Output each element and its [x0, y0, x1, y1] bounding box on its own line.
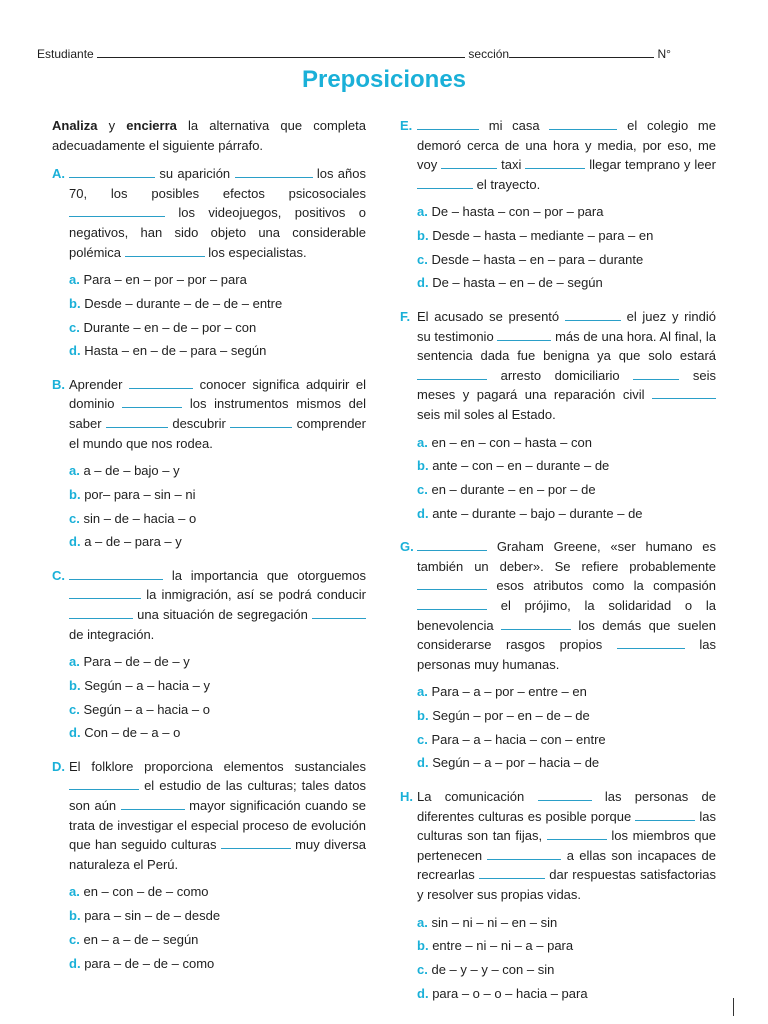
- answer-option[interactable]: [417, 682, 716, 702]
- option-letter: d.: [69, 534, 81, 550]
- answer-option[interactable]: [69, 485, 366, 505]
- answer-blank[interactable]: [417, 598, 487, 610]
- option-letter: a.: [69, 884, 80, 900]
- option-text: Según – por – en – de – de: [432, 708, 590, 724]
- option-text: a – de – para – y: [84, 534, 182, 550]
- question-text-segment: taxi: [501, 157, 522, 173]
- option-text: entre – ni – ni – a – para: [432, 938, 574, 954]
- question-text-segment: descubrir: [172, 416, 226, 431]
- question-h: [400, 787, 716, 1003]
- question-text-segment: conocer significa adquirir el dominio: [69, 376, 366, 412]
- option-text: Desde – hasta – mediante – para – en: [432, 228, 654, 244]
- answer-option[interactable]: [417, 753, 716, 773]
- question-text-segment: los años 70, los posibles efectos psicosociales: [69, 166, 366, 201]
- answer-blank[interactable]: [635, 809, 695, 821]
- answer-blank[interactable]: [69, 778, 139, 790]
- answer-blank[interactable]: [69, 587, 141, 599]
- answer-blank[interactable]: [69, 568, 163, 580]
- answer-option[interactable]: [69, 294, 366, 314]
- question-letter: F.: [400, 309, 411, 325]
- option-text: de – y – y – con – sin: [431, 962, 555, 977]
- answer-blank[interactable]: [417, 118, 479, 130]
- question-text: [69, 164, 366, 262]
- option-text: Para – en – por – por – para: [83, 272, 247, 288]
- answer-blank[interactable]: [497, 329, 551, 341]
- option-letter: d.: [69, 343, 81, 359]
- option-letter: c.: [417, 731, 428, 747]
- option-letter: c.: [417, 962, 428, 977]
- option-text: Para – a – hacia – con – entre: [431, 731, 606, 747]
- option-letter: b.: [417, 458, 429, 474]
- option-letter: a.: [69, 463, 80, 479]
- option-letter: b.: [417, 938, 429, 954]
- option-letter: a.: [69, 272, 80, 288]
- answer-option[interactable]: [69, 652, 366, 672]
- option-letter: c.: [417, 251, 428, 267]
- question-text-segment: los especialistas.: [208, 244, 307, 260]
- option-letter: c.: [69, 701, 80, 717]
- option-text: ante – durante – bajo – durante – de: [432, 505, 643, 521]
- answer-option[interactable]: [417, 226, 716, 246]
- option-text: Desde – durante – de – de – entre: [84, 295, 283, 311]
- answer-blank[interactable]: [122, 396, 182, 408]
- answer-blank[interactable]: [221, 837, 291, 849]
- question-text-segment: mi casa: [488, 118, 540, 133]
- question-letter: G.: [400, 539, 414, 555]
- answer-option[interactable]: [417, 433, 716, 453]
- question-text: [417, 116, 716, 194]
- answer-option[interactable]: [69, 906, 366, 926]
- answer-option[interactable]: [69, 532, 366, 552]
- answer-option[interactable]: [417, 504, 716, 524]
- number-label: N°: [657, 47, 671, 61]
- right-column: [400, 116, 716, 1017]
- answer-option[interactable]: [417, 984, 716, 1004]
- option-text: De – hasta – en – de – según: [432, 275, 603, 291]
- answer-blank[interactable]: [501, 618, 571, 630]
- question-text-segment: el trayecto.: [476, 176, 541, 192]
- option-letter: c.: [69, 931, 80, 947]
- question-text: [69, 375, 366, 453]
- answer-blank[interactable]: [417, 368, 487, 380]
- question-letter: B.: [52, 376, 65, 392]
- question-text-segment: una situación de segregación: [137, 607, 308, 623]
- option-text: por– para – sin – ni: [84, 486, 196, 502]
- option-text: sin – ni – ni – en – sin: [431, 914, 558, 930]
- answer-blank[interactable]: [487, 848, 561, 860]
- answer-blank[interactable]: [235, 166, 313, 178]
- answer-blank[interactable]: [417, 539, 487, 551]
- question-text-segment: seis mil soles al Estado.: [417, 407, 556, 422]
- question-text-segment: las personas muy humanas.: [417, 637, 716, 672]
- answer-option[interactable]: [417, 202, 716, 222]
- question-text: [69, 757, 366, 875]
- answer-option[interactable]: [417, 480, 716, 500]
- section-label: sección: [468, 47, 510, 61]
- question-letter: H.: [400, 789, 413, 805]
- question-text-segment: El folklore proporciona elementos sustanciales: [69, 758, 366, 774]
- question-g: [400, 537, 716, 773]
- answer-blank[interactable]: [525, 157, 585, 169]
- option-letter: d.: [417, 275, 429, 291]
- page-title: Preposiciones: [301, 66, 467, 93]
- question-f: [400, 307, 716, 523]
- answer-blank[interactable]: [441, 157, 497, 169]
- question-text-segment: de integración.: [69, 626, 155, 642]
- option-letter: c.: [69, 319, 80, 335]
- question-text-segment: los demás que suelen considerarse rasgos propios: [417, 617, 716, 653]
- option-letter: d.: [69, 955, 81, 971]
- question-text-segment: los miembros que pertenecen: [417, 828, 716, 863]
- answer-option[interactable]: [69, 341, 366, 361]
- answer-option[interactable]: [69, 461, 366, 481]
- option-text: Para – a – por – entre – en: [431, 684, 587, 700]
- answer-option[interactable]: [69, 930, 366, 950]
- question-a: [52, 164, 366, 361]
- question-text-segment: la inmigración, así se podrá conducir: [146, 587, 366, 603]
- question-letter: D.: [52, 758, 65, 774]
- answer-option[interactable]: [69, 954, 366, 974]
- option-text: Desde – hasta – en – para – durante: [431, 251, 644, 267]
- instructions: Analiza y encierra la alternativa que completa adecuadamente el siguiente párrafo.: [52, 118, 366, 153]
- option-text: Según – a – por – hacia – de: [432, 755, 600, 771]
- question-text-segment: La comunicación: [417, 789, 525, 805]
- answer-blank[interactable]: [69, 166, 155, 178]
- question-text-segment: dar respuestas satisfactorias y resolver sus propias vidas.: [417, 867, 716, 903]
- question-letter: A.: [52, 166, 65, 182]
- option-letter: a.: [417, 914, 428, 930]
- answer-blank[interactable]: [633, 368, 679, 380]
- answer-option[interactable]: [417, 456, 716, 476]
- answer-option[interactable]: [69, 509, 366, 529]
- question-text-segment: Graham Greene, «ser humano es también un deber». Se refiere probablemente: [417, 539, 716, 574]
- option-text: Durante – en – de – por – con: [83, 319, 257, 335]
- answer-blank[interactable]: [106, 416, 168, 428]
- question-text-segment: esos atributos como la compasión: [496, 578, 716, 594]
- answer-blank[interactable]: [69, 607, 133, 619]
- answer-option[interactable]: [417, 273, 716, 293]
- question-text: [417, 307, 716, 425]
- question-text-segment: la importancia que otorguemos: [171, 567, 366, 583]
- answer-option[interactable]: [69, 723, 366, 743]
- option-text: para – de – de – como: [84, 955, 215, 971]
- left-column: [52, 116, 366, 987]
- option-letter: c.: [417, 481, 428, 497]
- question-text-segment: muy diversa naturaleza el Perú.: [69, 837, 366, 872]
- question-text-segment: el colegio me demoró cerca de una hora y media, por eso, me voy: [417, 118, 716, 173]
- page-edge-mark: [733, 998, 734, 1016]
- question-text-segment: el estudio de las culturas; tales datos son aún: [69, 778, 366, 814]
- option-letter: c.: [69, 510, 80, 526]
- question-text-segment: mayor significación cuando se trata de investigar el especial proceso de evolución que han seguido culturas: [69, 798, 366, 853]
- question-text-segment: los videojuegos, positivos o negativos, han sido objeto una considerable polémica: [69, 205, 366, 260]
- question-text-segment: arresto domiciliario: [500, 367, 620, 383]
- answer-blank[interactable]: [547, 828, 607, 840]
- question-text-segment: el prójimo, la solidaridad o la benevolencia: [417, 598, 716, 633]
- answer-option[interactable]: [417, 913, 716, 933]
- option-text: De – hasta – con – por – para: [431, 204, 604, 220]
- answer-option[interactable]: [69, 676, 366, 696]
- option-letter: b.: [69, 677, 81, 693]
- answer-blank[interactable]: [417, 578, 487, 590]
- answer-option[interactable]: [69, 270, 366, 290]
- answer-blank[interactable]: [121, 798, 185, 810]
- option-text: Según – a – hacia – y: [84, 677, 210, 693]
- student-label: Estudiante: [37, 47, 94, 61]
- student-name-field[interactable]: [97, 47, 465, 58]
- answer-blank[interactable]: [312, 607, 366, 619]
- option-letter: a.: [69, 654, 80, 670]
- option-text: ante – con – en – durante – de: [432, 458, 610, 474]
- question-text-segment: Aprender: [69, 376, 123, 392]
- answer-blank[interactable]: [617, 637, 685, 649]
- question-text-segment: las personas de diferentes culturas es posible porque: [417, 789, 716, 824]
- student-header: [37, 47, 737, 61]
- question-e: [400, 116, 716, 293]
- question-text: [417, 787, 716, 905]
- answer-blank[interactable]: [230, 416, 292, 428]
- option-letter: b.: [69, 486, 81, 502]
- question-text: [69, 566, 366, 644]
- option-text: sin – de – hacia – o: [83, 510, 197, 526]
- answer-blank[interactable]: [652, 387, 716, 399]
- question-text-segment: a ellas son incapaces de recrearlas: [417, 847, 716, 883]
- question-text-segment: comprender el mundo que nos rodea.: [69, 416, 366, 451]
- option-letter: b.: [417, 708, 429, 724]
- answer-blank[interactable]: [125, 245, 205, 257]
- answer-blank[interactable]: [565, 309, 621, 321]
- option-text: Según – a – hacia – o: [83, 701, 210, 717]
- question-c: [52, 566, 366, 743]
- question-letter: E.: [400, 118, 413, 133]
- answer-option[interactable]: [417, 960, 716, 980]
- option-text: para – sin – de – desde: [84, 908, 221, 924]
- option-letter: d.: [417, 505, 429, 521]
- answer-blank[interactable]: [417, 177, 473, 189]
- answer-option[interactable]: [417, 730, 716, 750]
- option-letter: a.: [417, 684, 428, 700]
- option-text: a – de – bajo – y: [83, 463, 180, 479]
- answer-blank[interactable]: [69, 205, 165, 217]
- answer-blank[interactable]: [549, 118, 617, 130]
- question-text-segment: el juez y rindió su testimonio: [417, 309, 716, 344]
- question-text-segment: seis meses y pagará una reparación civil: [417, 367, 716, 403]
- option-letter: d.: [417, 985, 429, 1001]
- option-text: en – a – de – según: [83, 931, 199, 947]
- answer-option[interactable]: [69, 318, 366, 338]
- option-letter: b.: [69, 908, 81, 924]
- answer-option[interactable]: [417, 706, 716, 726]
- answer-blank[interactable]: [538, 789, 592, 801]
- answer-option[interactable]: [69, 882, 366, 902]
- question-b: [52, 375, 366, 552]
- answer-option[interactable]: [417, 936, 716, 956]
- answer-option[interactable]: [417, 250, 716, 270]
- answer-blank[interactable]: [129, 377, 193, 389]
- question-letter: C.: [52, 567, 65, 583]
- option-text: Hasta – en – de – para – según: [84, 343, 267, 359]
- question-d: [52, 757, 366, 973]
- option-letter: d.: [417, 755, 429, 771]
- question-text-segment: más de una hora. Al final, la sentencia dada fue benigna ya que solo estará: [417, 328, 716, 364]
- option-text: en – con – de – como: [83, 884, 209, 900]
- option-text: Con – de – a – o: [84, 725, 181, 741]
- answer-blank[interactable]: [479, 867, 545, 879]
- question-text-segment: su aparición: [159, 166, 231, 182]
- option-letter: b.: [69, 295, 81, 311]
- option-letter: a.: [417, 434, 428, 450]
- question-text-segment: los instrumentos mismos del saber: [69, 396, 366, 431]
- option-text: en – en – con – hasta – con: [431, 434, 592, 450]
- question-text-segment: El acusado se presentó: [417, 309, 560, 325]
- section-field[interactable]: [509, 47, 654, 58]
- option-text: Para – de – de – y: [83, 654, 190, 670]
- option-text: para – o – o – hacia – para: [432, 985, 588, 1001]
- option-letter: a.: [417, 204, 428, 220]
- question-text-segment: llegar temprano y leer: [589, 157, 716, 173]
- option-text: en – durante – en – por – de: [431, 481, 596, 497]
- option-letter: d.: [69, 725, 81, 741]
- question-text-segment: las culturas son tan fijas,: [417, 808, 716, 844]
- option-letter: b.: [417, 228, 429, 244]
- answer-option[interactable]: [69, 700, 366, 720]
- question-text: [417, 537, 716, 674]
